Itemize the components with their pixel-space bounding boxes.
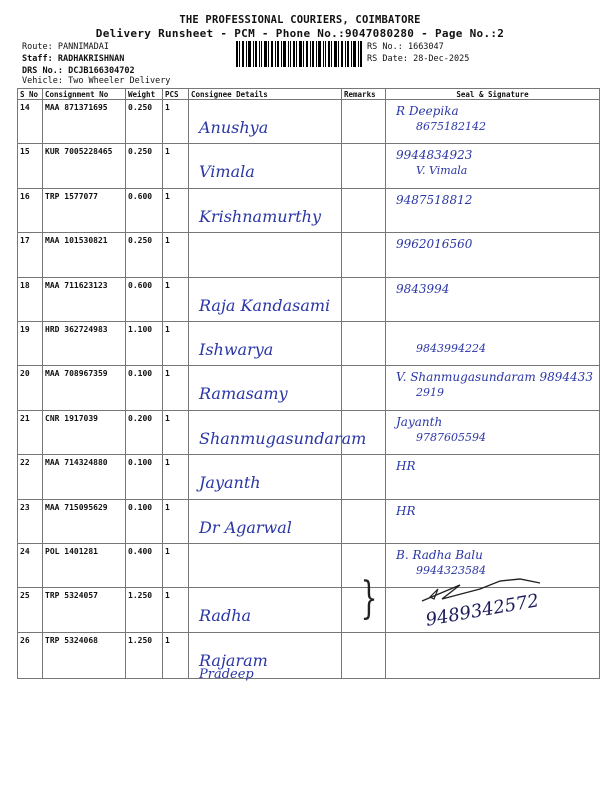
row-remarks [342,321,386,365]
row-remarks [342,366,386,410]
seal-handwriting: 9944323584 [416,563,486,577]
runsheet-subtitle: Delivery Runsheet - PCM - Phone No.:9047080280 - Page No.:2 [95,27,505,40]
row-sno: 16 [18,188,43,232]
table-row [18,366,600,410]
row-signature [386,188,600,232]
consignee-handwriting: Ramasamy [199,384,288,404]
signature-handwriting: 9962016560 [396,237,473,252]
row-weight: 0.400 [126,543,163,587]
row-signature [386,233,600,277]
table-row [18,277,600,321]
signature-handwriting: R Deepika [396,104,459,118]
row-signature [386,499,600,543]
row-consignment: MAA 871371695 [43,100,126,144]
consignee-handwriting: Radha [199,606,252,626]
row-consignee [189,188,342,232]
row-weight: 0.100 [126,499,163,543]
rs-no-line [367,42,444,52]
table-row [18,100,600,144]
col-header-remarks: Remarks [342,89,386,100]
row-sno: 19 [18,321,43,365]
row-remarks [342,233,386,277]
consignee-handwriting: Shanmugasundaram [199,428,367,448]
row-sno: 26 [18,632,43,678]
row-pcs: 1 [163,499,189,543]
row-remarks [342,455,386,499]
row-consignment: MAA 708967359 [43,366,126,410]
extra-consignee-handwriting: Pradeep [199,666,254,682]
row-sno: 22 [18,455,43,499]
row-weight: 0.250 [126,233,163,277]
row-weight: 0.600 [126,277,163,321]
row-weight: 0.250 [126,100,163,144]
col-header-consignee: Consignee Details [189,89,342,100]
row-consignee [189,277,342,321]
rs-date-line [367,54,469,64]
col-header-pcs: PCS [163,89,189,100]
table-row [18,410,600,454]
rs-no-value: 1663047 [407,42,444,52]
row-pcs: 1 [163,632,189,678]
consignee-handwriting: Krishnamurthy [199,206,321,226]
row-remarks [342,188,386,232]
signature-handwriting: Jayanth [396,414,443,429]
company-title: THE PROFESSIONAL COURIERS, COIMBATORE [179,14,421,26]
row-consignee [189,632,342,682]
row-consignment: KUR 7005228465 [43,144,126,188]
consignee-handwriting: Rajaram [199,650,268,670]
row-pcs: 1 [163,321,189,365]
row-consignment: TRP 5324068 [43,632,126,678]
row-consignee [189,499,342,543]
col-header-consignment: Consignment No [43,89,126,100]
row-sno: 15 [18,144,43,188]
row-pcs: 1 [163,455,189,499]
row-consignee [189,543,342,587]
rs-date-value: 28-Dec-2025 [413,54,470,64]
row-remarks [342,410,386,454]
row-pcs: 1 [163,188,189,232]
row-signature [386,455,600,499]
row-pcs: 1 [163,277,189,321]
seal-handwriting: 8675182142 [416,120,486,133]
col-header-seal: Seal & Signature [386,89,600,100]
row-signature [386,144,600,188]
row-remarks [342,100,386,144]
row-remarks [342,632,386,678]
table-row [18,321,600,365]
seal-handwriting: 9787605594 [416,430,486,444]
row-signature [386,321,600,365]
row-remarks [342,499,386,543]
row-consignment: MAA 711623123 [43,277,126,321]
row-weight: 0.200 [126,410,163,454]
row-weight: 0.600 [126,188,163,232]
row-weight: 1.250 [126,588,163,632]
consignee-handwriting: Vimala [199,162,255,182]
seal-handwriting: 2919 [416,386,444,400]
row-sno: 20 [18,366,43,410]
bracket-mark: } [360,573,378,624]
row-consignee [189,233,342,277]
signature-handwriting: HR [396,459,416,474]
drs-label: DRS No.: [22,66,63,76]
row-signature [386,366,600,410]
row-remarks [342,277,386,321]
vehicle-value: Two Wheeler Delivery [68,76,171,86]
staff-line [22,54,124,64]
staff-value: RADHAKRISHNAN [57,54,125,64]
row-consignee [189,410,367,454]
row-consignment: POL 1401281 [43,543,126,587]
row-sno: 25 [18,588,43,632]
row-consignee [189,321,342,365]
row-weight: 0.100 [126,366,163,410]
bottom-phone-handwriting: 9489342572 [424,590,541,631]
signature-handwriting: 9843994 [396,281,450,296]
col-header-sno: S No [18,89,43,100]
row-pcs: 1 [163,410,189,454]
row-consignment: MAA 715095629 [43,499,126,543]
table-row [18,499,600,543]
table-row [18,455,600,499]
row-signature [386,277,600,321]
row-consignee [189,588,342,632]
row-consignee [189,455,342,499]
row-consignment: TRP 1577077 [43,188,126,232]
row-weight: 0.250 [126,144,163,188]
row-weight: 1.100 [126,321,163,365]
table-row [18,632,600,678]
row-consignment: MAA 714324880 [43,455,126,499]
signature-handwriting: 9944834923 [396,148,473,163]
row-signature [386,410,600,454]
barcode [236,41,363,67]
row-pcs: 1 [163,233,189,277]
row-pcs: 1 [163,366,189,410]
row-consignment: MAA 101530821 [43,233,126,277]
drs-value: DCJB166304702 [68,66,135,76]
table-row [18,233,600,277]
route-value: PANNIMADAI [57,42,110,52]
rs-date-label: RS Date: [367,54,408,64]
signature-handwriting: 9487518812 [396,192,473,207]
staff-label: Staff: [22,54,53,64]
consignee-handwriting: Raja Kandasami [199,295,331,315]
row-sno: 18 [18,277,43,321]
row-pcs: 1 [163,100,189,144]
row-consignee [189,100,342,144]
row-sno: 24 [18,543,43,587]
consignee-handwriting: Jayanth [199,473,261,493]
signature-handwriting: B. Radha Balu [396,547,483,562]
row-remarks [342,144,386,188]
row-consignment: CNR 1917039 [43,410,126,454]
signature-handwriting: HR [396,503,416,518]
route-line [22,42,109,52]
row-consignment: HRD 362724983 [43,321,126,365]
row-sno: 21 [18,410,43,454]
row-signature [386,632,600,678]
table-row [18,144,600,188]
row-signature [386,100,600,144]
row-pcs: 1 [163,144,189,188]
row-sno: 17 [18,233,43,277]
consignee-handwriting: Anushya [199,118,269,137]
signature-handwriting: V. Shanmugasundaram 9894433 [396,370,593,385]
vehicle-line [22,76,170,86]
route-label: Route: [22,42,53,52]
row-sno: 23 [18,499,43,543]
col-header-weight: Weight [126,89,163,100]
row-pcs: 1 [163,543,189,587]
row-pcs: 1 [163,588,189,632]
table-row [18,188,600,232]
row-consignment: TRP 5324057 [43,588,126,632]
seal-handwriting: V. Vimala [416,164,468,178]
drs-line [22,66,135,76]
consignee-handwriting: Ishwarya [199,339,274,359]
vehicle-label: Vehicle: [22,76,63,86]
row-sno: 14 [18,100,43,144]
seal-handwriting: 9843994224 [416,341,486,355]
rs-no-label: RS No.: [367,42,403,52]
row-weight: 0.100 [126,455,163,499]
row-consignee [189,144,342,188]
consignee-handwriting: Dr Agarwal [199,517,292,537]
table-header-row [18,89,600,100]
row-weight: 1.250 [126,632,163,678]
row-consignee [189,366,342,410]
